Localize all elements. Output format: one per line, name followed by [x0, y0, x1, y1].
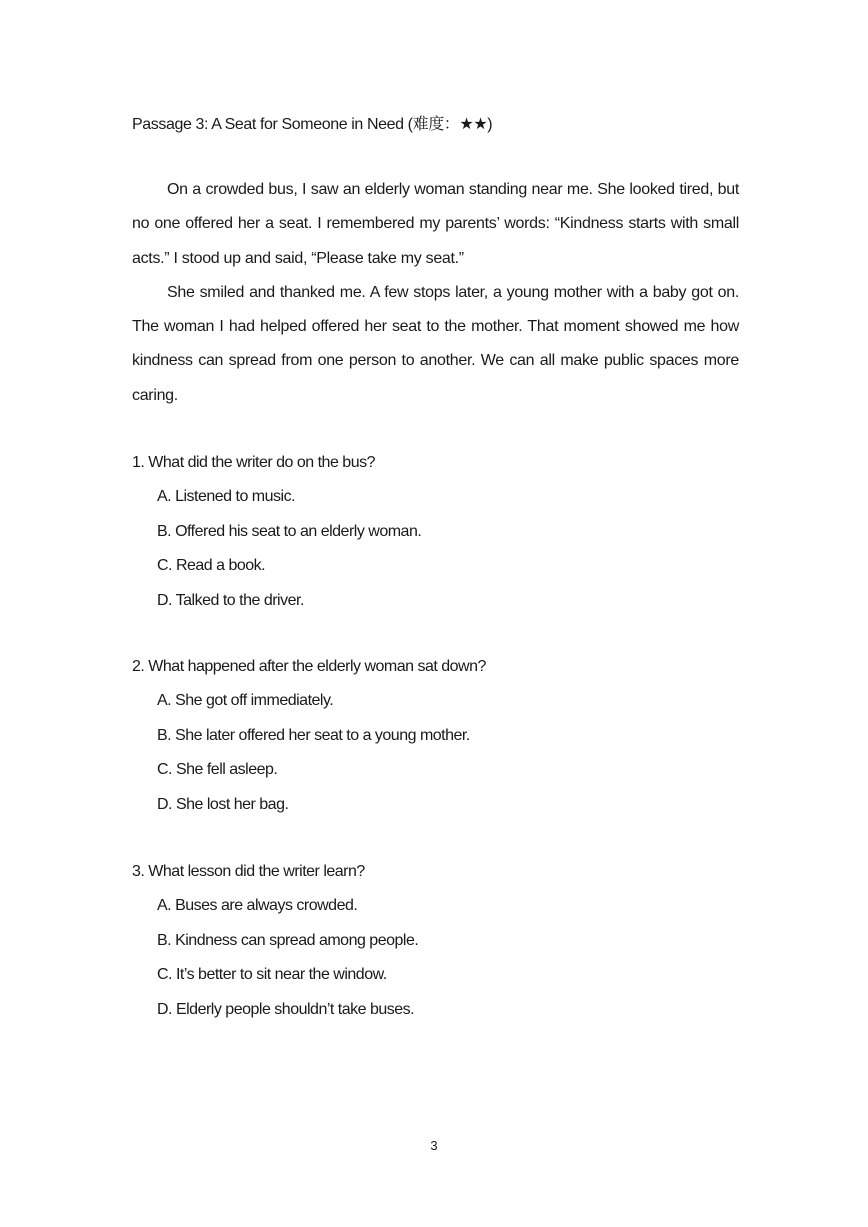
answer-option-a: A. Listened to music.: [157, 488, 296, 506]
question-stem: 1. What did the writer do on the bus?: [132, 454, 375, 471]
page-number: 3: [430, 1138, 438, 1153]
answer-option-a: A. She got off immediately.: [157, 692, 334, 710]
answer-option-d: D. She lost her bag.: [157, 795, 289, 813]
answer-option-c: C. It’s better to sit near the window.: [157, 966, 387, 984]
answer-option-a: A. Buses are always crowded.: [157, 897, 358, 915]
question-1: [132, 446, 752, 618]
question-stem: 3. What lesson did the writer learn?: [132, 863, 365, 880]
answer-option-c: C. Read a book.: [157, 557, 266, 575]
answer-option-c: C. She fell asleep.: [157, 761, 278, 779]
passage-body: [132, 173, 739, 413]
passage-paragraph-2: She smiled and thanked me. A few stops later, a young mother with a baby got on. The woman I had helped offered her seat to the mother. That moment showed me how kindness can spread from one person to another. We can all make public spaces more caring.: [132, 283, 739, 404]
question-2: [132, 650, 752, 822]
passage-paragraph-1: On a crowded bus, I saw an elderly woman standing near me. She looked tired, but no one offered her a seat. I remembered my parents’ words: “Kindness starts with small acts.” I stood up and said, “Please take my seat.”: [132, 181, 739, 267]
answer-option-b: B. Kindness can spread among people.: [157, 931, 419, 949]
question-3: [132, 855, 752, 1027]
passage-title: Passage 3: A Seat for Someone in Need (难度：★★): [132, 116, 493, 133]
answer-option-b: B. She later offered her seat to a young mother.: [157, 726, 470, 744]
answer-option-d: D. Elderly people shouldn’t take buses.: [157, 1000, 415, 1018]
answer-option-b: B. Offered his seat to an elderly woman.: [157, 522, 422, 540]
question-stem: 2. What happened after the elderly woman sat down?: [132, 658, 486, 675]
answer-option-d: D. Talked to the driver.: [157, 591, 304, 609]
